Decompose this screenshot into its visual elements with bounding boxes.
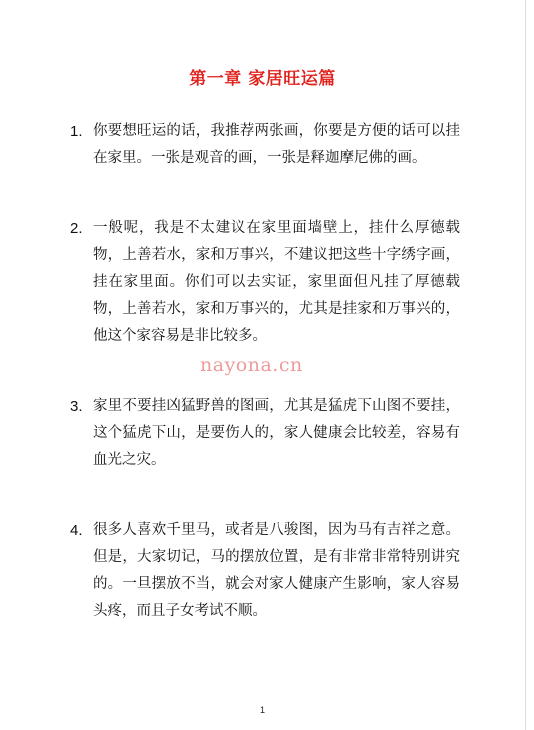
item-number: 1.: [70, 123, 83, 140]
list-item: [70, 215, 460, 350]
item-text: 你要想旺运的话，我推荐两张画，你要是方便的话可以挂在家里。一张是观音的画，一张是释迦摩尼佛的画。: [93, 123, 460, 166]
watermark: nayona.cn: [200, 354, 303, 376]
paragraph-list: [70, 118, 460, 668]
item-text: 家里不要挂凶猛野兽的图画，尤其是猛虎下山图不要挂，这个猛虎下山，是要伤人的，家人健康会比较差，容易有血光之灾。: [93, 398, 460, 468]
list-item: [70, 517, 460, 625]
list-item: [70, 118, 460, 172]
list-item: [70, 393, 460, 474]
page-number: 1: [259, 705, 265, 715]
item-text: 一般呢，我是不太建议在家里面墙壁上，挂什么厚德载物，上善若水，家和万事兴，不建议把这些十字绣字画，挂在家里面。你们可以去实证，家里面但凡挂了厚德载物，上善若水，家和万事兴的，尤其是挂家和万事兴的，他这个家容易是非比较多。: [93, 220, 460, 344]
item-number: 4.: [70, 522, 83, 539]
item-number: 2.: [70, 220, 83, 237]
item-number: 3.: [70, 398, 83, 415]
chapter-title: 第一章 家居旺运篇: [189, 69, 336, 89]
item-text: 很多人喜欢千里马，或者是八骏图，因为马有吉祥之意。但是，大家切记，马的摆放位置，是有非常非常特别讲究的。一旦摆放不当，就会对家人健康产生影响，家人容易头疼，而且子女考试不顺。: [93, 522, 460, 619]
